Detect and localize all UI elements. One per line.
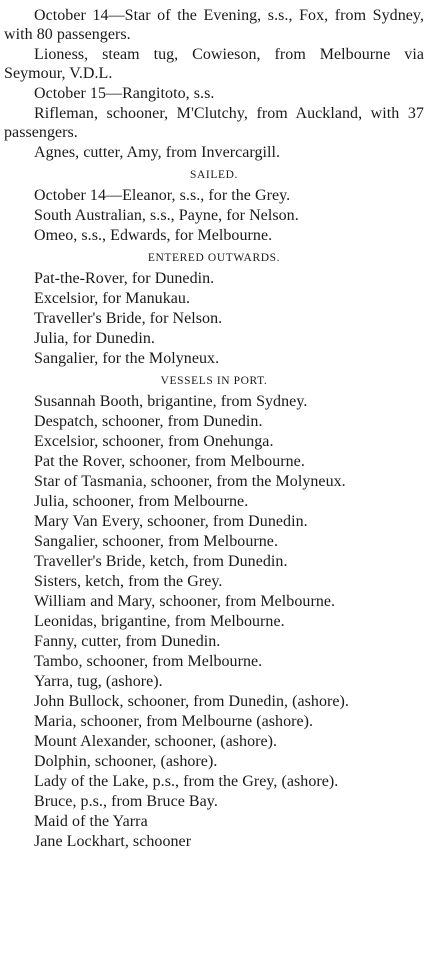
entered-entry: Pat-the-Rover, for Dunedin. <box>34 270 215 287</box>
port-entry: Sisters, ketch, from the Grey. <box>34 573 223 590</box>
port-entry: Excelsior, schooner, from Onehunga. <box>34 433 274 450</box>
port-entry: Mount Alexander, schooner, (ashore). <box>34 733 278 750</box>
arrived-section <box>4 6 424 162</box>
port-entry: William and Mary, schooner, from Melbourne. <box>34 593 336 610</box>
port-entry: John Bullock, schooner, from Dunedin, (ashore). <box>34 693 349 710</box>
vessels-in-port-section <box>4 392 424 851</box>
sailed-entry: October 14—Eleanor, s.s., for the Grey. <box>34 187 291 204</box>
sailed-heading: SAILED. <box>190 169 238 181</box>
port-entry: Jane Lockhart, schooner <box>34 833 192 850</box>
port-entry: Pat the Rover, schooner, from Melbourne. <box>34 453 305 470</box>
port-entry: Leonidas, brigantine, from Melbourne. <box>34 613 285 630</box>
port-entry: Despatch, schooner, from Dunedin. <box>34 413 263 430</box>
entered-entry: Traveller's Bride, for Nelson. <box>34 310 223 327</box>
port-entry: Tambo, schooner, from Melbourne. <box>34 653 263 670</box>
arrival-entry: Rifleman, schooner, M'Clutchy, from Auckland, with 37 passengers. <box>4 105 424 141</box>
port-entry: Fanny, cutter, from Dunedin. <box>34 633 221 650</box>
port-entry: Traveller's Bride, ketch, from Dunedin. <box>34 553 288 570</box>
sailed-section <box>4 186 424 245</box>
port-entry: Susannah Booth, brigantine, from Sydney. <box>34 393 308 410</box>
entered-outwards-section <box>4 269 424 368</box>
port-entry: Star of Tasmania, schooner, from the Molyneux. <box>34 473 346 490</box>
entered-outwards-heading: ENTERED OUTWARDS. <box>147 252 281 264</box>
port-entry: Yarra, tug, (ashore). <box>34 673 163 690</box>
entered-entry: Excelsior, for Manukau. <box>34 290 191 307</box>
port-entry: Julia, schooner, from Melbourne. <box>34 493 249 510</box>
arrival-entry: Lioness, steam tug, Cowieson, from Melbourne via Seymour, V.D.L. <box>4 46 424 82</box>
port-entry: Bruce, p.s., from Bruce Bay. <box>34 793 218 810</box>
port-entry: Sangalier, schooner, from Melbourne. <box>34 533 279 550</box>
port-entry: Maria, schooner, from Melbourne (ashore). <box>34 713 314 730</box>
entered-entry: Julia, for Dunedin. <box>34 330 155 347</box>
arrival-entry: October 14—Star of the Evening, s.s., Fox, from Sydney, with 80 passengers. <box>4 7 424 43</box>
sailed-entry: Omeo, s.s., Edwards, for Melbourne. <box>34 227 273 244</box>
vessels-in-port-heading: VESSELS IN PORT. <box>160 375 268 387</box>
port-entry: Mary Van Every, schooner, from Dunedin. <box>34 513 308 530</box>
entered-entry: Sangalier, for the Molyneux. <box>34 350 220 367</box>
port-entry: Dolphin, schooner, (ashore). <box>34 753 218 770</box>
sailed-entry: South Australian, s.s., Payne, for Nelson. <box>34 207 299 224</box>
arrival-entry: October 15—Rangitoto, s.s. <box>34 85 215 102</box>
arrival-entry: Agnes, cutter, Amy, from Invercargill. <box>34 144 281 161</box>
port-entry: Lady of the Lake, p.s., from the Grey, (ashore). <box>34 773 339 790</box>
port-entry: Maid of the Yarra <box>34 813 148 830</box>
